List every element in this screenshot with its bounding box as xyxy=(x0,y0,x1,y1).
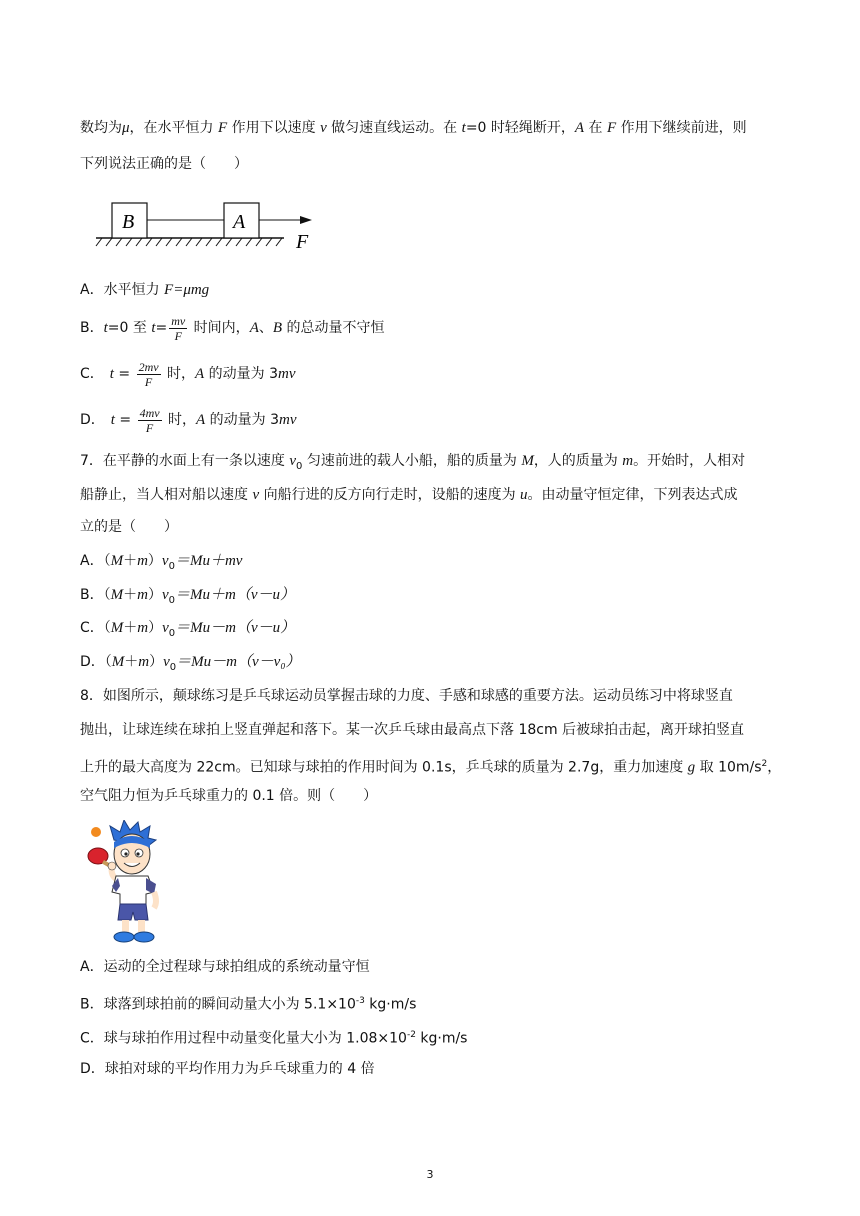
q7-option-c[interactable]: C．$(M+m)v_0=Mu-m(v-u)$ xyxy=(80,620,296,639)
force-arrow-head xyxy=(300,216,312,224)
fraction-2mv-over-f: $\frac{2mv}{F}$ xyxy=(138,359,159,389)
q8-option-c[interactable]: C．球与球拍作用过程中动量变化量大小为 $1.08\times 10^{-2}$ kg·m/s xyxy=(80,1030,468,1047)
q8-option-a[interactable]: A．运动的全过程球与球拍组成的系统动量守恒 xyxy=(80,959,370,975)
q6-option-a[interactable]: A．水平恒力 F=μmg xyxy=(80,282,210,298)
q8-stem-line-3: 上升的最大高度为 22cm。已知球与球拍的作用时间为 0.1s，乒乓球的质量为 2.7g，重力加速度 g 取 $10m/s^2$， xyxy=(80,759,782,776)
q8-option-d[interactable]: D．球拍对球的平均作用力为乒乓球重力的 4 倍 xyxy=(80,1061,375,1077)
q6-option-b[interactable]: B．t=0 至 t= $\frac{mv}{F}$ 时间内，A、B 的总动量不守恒 xyxy=(80,313,385,343)
q7-stem-line-3: 立的是（ ） xyxy=(80,519,178,535)
fraction-4mv-over-f: $\frac{4mv}{F}$ xyxy=(139,405,160,435)
q6-option-d[interactable]: D． t = $\frac{4mv}{F}$ 时，A 的动量为 3mv xyxy=(80,405,297,435)
q8-stem-line-1: 8．如图所示，颠球练习是乒乓球运动员掌握击球的力度、手感和球感的重要方法。运动员练习中将球竖直 xyxy=(80,688,733,704)
q8-option-b[interactable]: B．球落到球拍前的瞬间动量大小为 $5.1\times 10^{-3}$ kg·m/s xyxy=(80,996,417,1013)
q8-stem-line-4: 空气阻力恒为乒乓球重力的 0.1 倍。则（ ） xyxy=(80,788,378,804)
q7-stem-line-1: 7．在平静的水面上有一条以速度 $v_0$ 匀速前进的载人小船，船的质量为 M，人的质量为 m。开始时，人相对 xyxy=(80,453,746,472)
q7-option-a[interactable]: A．$(M+m)v_0=Mu+mv$ xyxy=(80,553,243,572)
block-a-label: A xyxy=(233,211,246,233)
q8-stem-line-2: 抛出，让球连续在球拍上竖直弹起和落下。某一次乒乓球由最高点下落 18cm 后被球拍击起，离开球拍竖直 xyxy=(80,722,745,738)
q6-option-c[interactable]: C． t = $\frac{2mv}{F}$ 时，A 的动量为 3mv xyxy=(80,359,296,389)
q6-stem-line-1: 数均为μ，在水平恒力 F 作用下以速度 v 做匀速直线运动。在 t=0 时轻绳断开，A 在 F 作用下继续前进，则 xyxy=(80,120,747,136)
q7-stem-line-2: 船静止，当人相对船以速度 v 向船行进的反方向行走时，设船的速度为 u。由动量守恒定律，下列表达式成 xyxy=(80,487,738,503)
q7-option-d[interactable]: D．$(M+m)v_0=Mu-m(v-v_0)$ xyxy=(80,654,301,673)
q6-blocks-figure xyxy=(92,198,322,254)
q6-stem-line-2: 下列说法正确的是（ ） xyxy=(80,156,248,172)
boy-paddle-illustration xyxy=(84,820,184,945)
block-b-label: B xyxy=(122,211,135,233)
fraction-mv-over-f: $\frac{mv}{F}$ xyxy=(171,313,186,343)
page-number: 3 xyxy=(426,1168,434,1181)
q7-option-b[interactable]: B．$(M+m)v_0=Mu+m(v-u)$ xyxy=(80,587,295,606)
force-label: F xyxy=(296,231,309,253)
